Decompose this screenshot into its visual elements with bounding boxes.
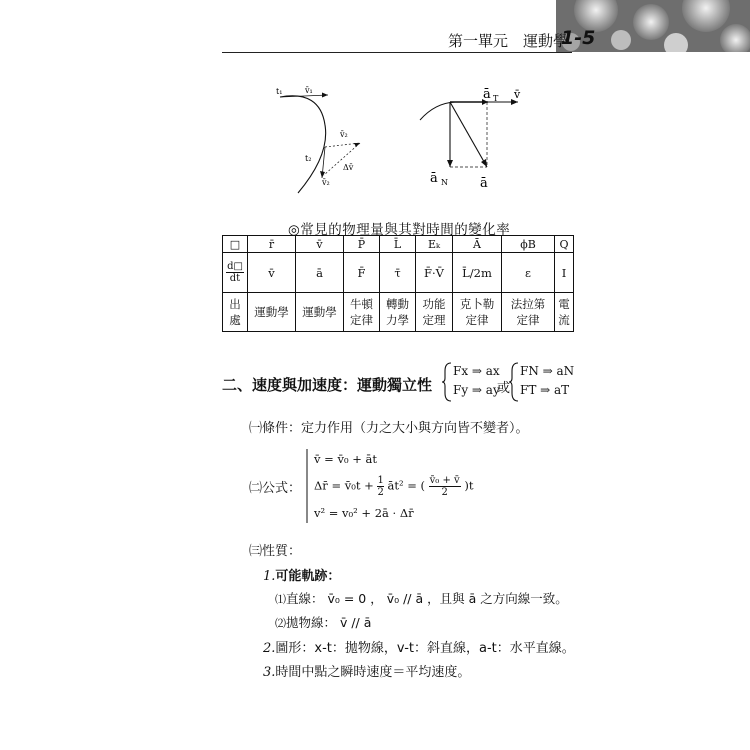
table-cell: F̄·V̄: [416, 253, 453, 293]
header-rule: [222, 52, 572, 53]
label-v1: v̄₁: [305, 86, 313, 95]
page-number: 1-5: [561, 27, 596, 49]
label-dv: Δv̄: [343, 163, 354, 172]
property-3: 3.時間中點之瞬時速度＝平均速度。: [263, 665, 471, 680]
brace-left-2: [508, 361, 520, 403]
table-row: [223, 253, 574, 293]
label-v1-copy: v̄₂: [340, 130, 348, 139]
formula-velocity-squared: v² = v₀² + 2ā · Δr̄: [314, 506, 414, 520]
table-cell: 轉動 力學: [380, 293, 416, 332]
table-cell: Eₖ: [416, 236, 453, 253]
label-t1: t₁: [276, 87, 283, 96]
table-cell: L̄/2m: [453, 253, 502, 293]
table-cell: r̄: [248, 236, 296, 253]
table-cell: 牛頓 定律: [344, 293, 380, 332]
table-cell: v̄: [296, 236, 344, 253]
rate-of-change-table: [222, 235, 574, 332]
condition-label: ㈠條件：: [249, 421, 302, 436]
source-label: 出 處: [223, 293, 248, 332]
label-v: v̄: [514, 88, 521, 101]
motion-diagrams: [250, 85, 540, 204]
label-aN-sub: N: [441, 178, 448, 187]
label-a: ā: [480, 176, 488, 191]
formula-bracket: [305, 447, 313, 525]
property-1b: ⑵拋物線： v̄ // ā: [275, 615, 372, 630]
table-cell: Ā: [453, 236, 502, 253]
table-cell: 運動學: [248, 293, 296, 332]
property-1a: ⑴直線： v̄₀ = 0 ， v̄₀ // ā ，且與 ā 之方向線一致。: [275, 591, 568, 606]
section-title: 二、速度與加速度：運動獨立性: [222, 376, 433, 394]
condition-line: [249, 417, 529, 436]
table-cell: 法拉第 定律: [502, 293, 555, 332]
property-2: 2.圖形：x-t：拋物線，v-t：斜直線，a-t：水平直線。: [263, 641, 575, 656]
or-text: 或: [497, 381, 511, 396]
table-title: ◎常見的物理量與其對時間的變化率: [288, 222, 511, 238]
table-cell: ϕB: [502, 236, 555, 253]
table-cell: ā: [296, 253, 344, 293]
table-row: [223, 236, 574, 253]
trajectory-curve: [280, 96, 326, 193]
properties-label: ㈢性質：: [249, 544, 302, 559]
label-v2: v̄₂: [322, 178, 330, 187]
table-cell: 運動學: [296, 293, 344, 332]
table-row: [223, 293, 574, 332]
table-cell: Q: [555, 236, 574, 253]
property-1: 1.可能軌跡：: [263, 569, 341, 584]
label-aT: ā: [483, 87, 491, 102]
table-cell: F̄: [344, 253, 380, 293]
table-cell: □: [223, 236, 248, 253]
table-cell: ε: [502, 253, 555, 293]
label-aT-sub: T: [493, 94, 499, 103]
chapter-title: 第一單元 運動學: [448, 32, 569, 50]
formula-velocity: v̄ = v̄₀ + āt: [314, 452, 377, 466]
derivative-label: d□ dt: [223, 253, 248, 293]
condition-text: 定力作用（力之大小與方向皆不變者）。: [301, 421, 529, 436]
label-aN: ā: [430, 171, 438, 186]
brace-group-xy: Fx ⇒ ax Fy ⇒ ay: [453, 364, 500, 397]
table-cell: 克卜勒 定律: [453, 293, 502, 332]
table-cell: L̄: [380, 236, 416, 253]
table-cell: 電 流: [555, 293, 574, 332]
table-cell: P̄: [344, 236, 380, 253]
formula-label: ㈡公式：: [249, 481, 302, 496]
table-cell: I: [555, 253, 574, 293]
brace-group-nt: FN ⇒ aN FT ⇒ aT: [520, 364, 575, 397]
table-cell: τ̄: [380, 253, 416, 293]
brace-left-1: [441, 361, 453, 403]
table-cell: v̄: [248, 253, 296, 293]
label-t2: t₂: [305, 154, 312, 163]
formula-displacement: Δr̄ = v̄₀t + $\frac{1}{2}$ āt² = ( $\frac{\text{v̄₀ + v̄}}{2}$ )t: [314, 475, 474, 498]
table-cell: 功能 定理: [416, 293, 453, 332]
